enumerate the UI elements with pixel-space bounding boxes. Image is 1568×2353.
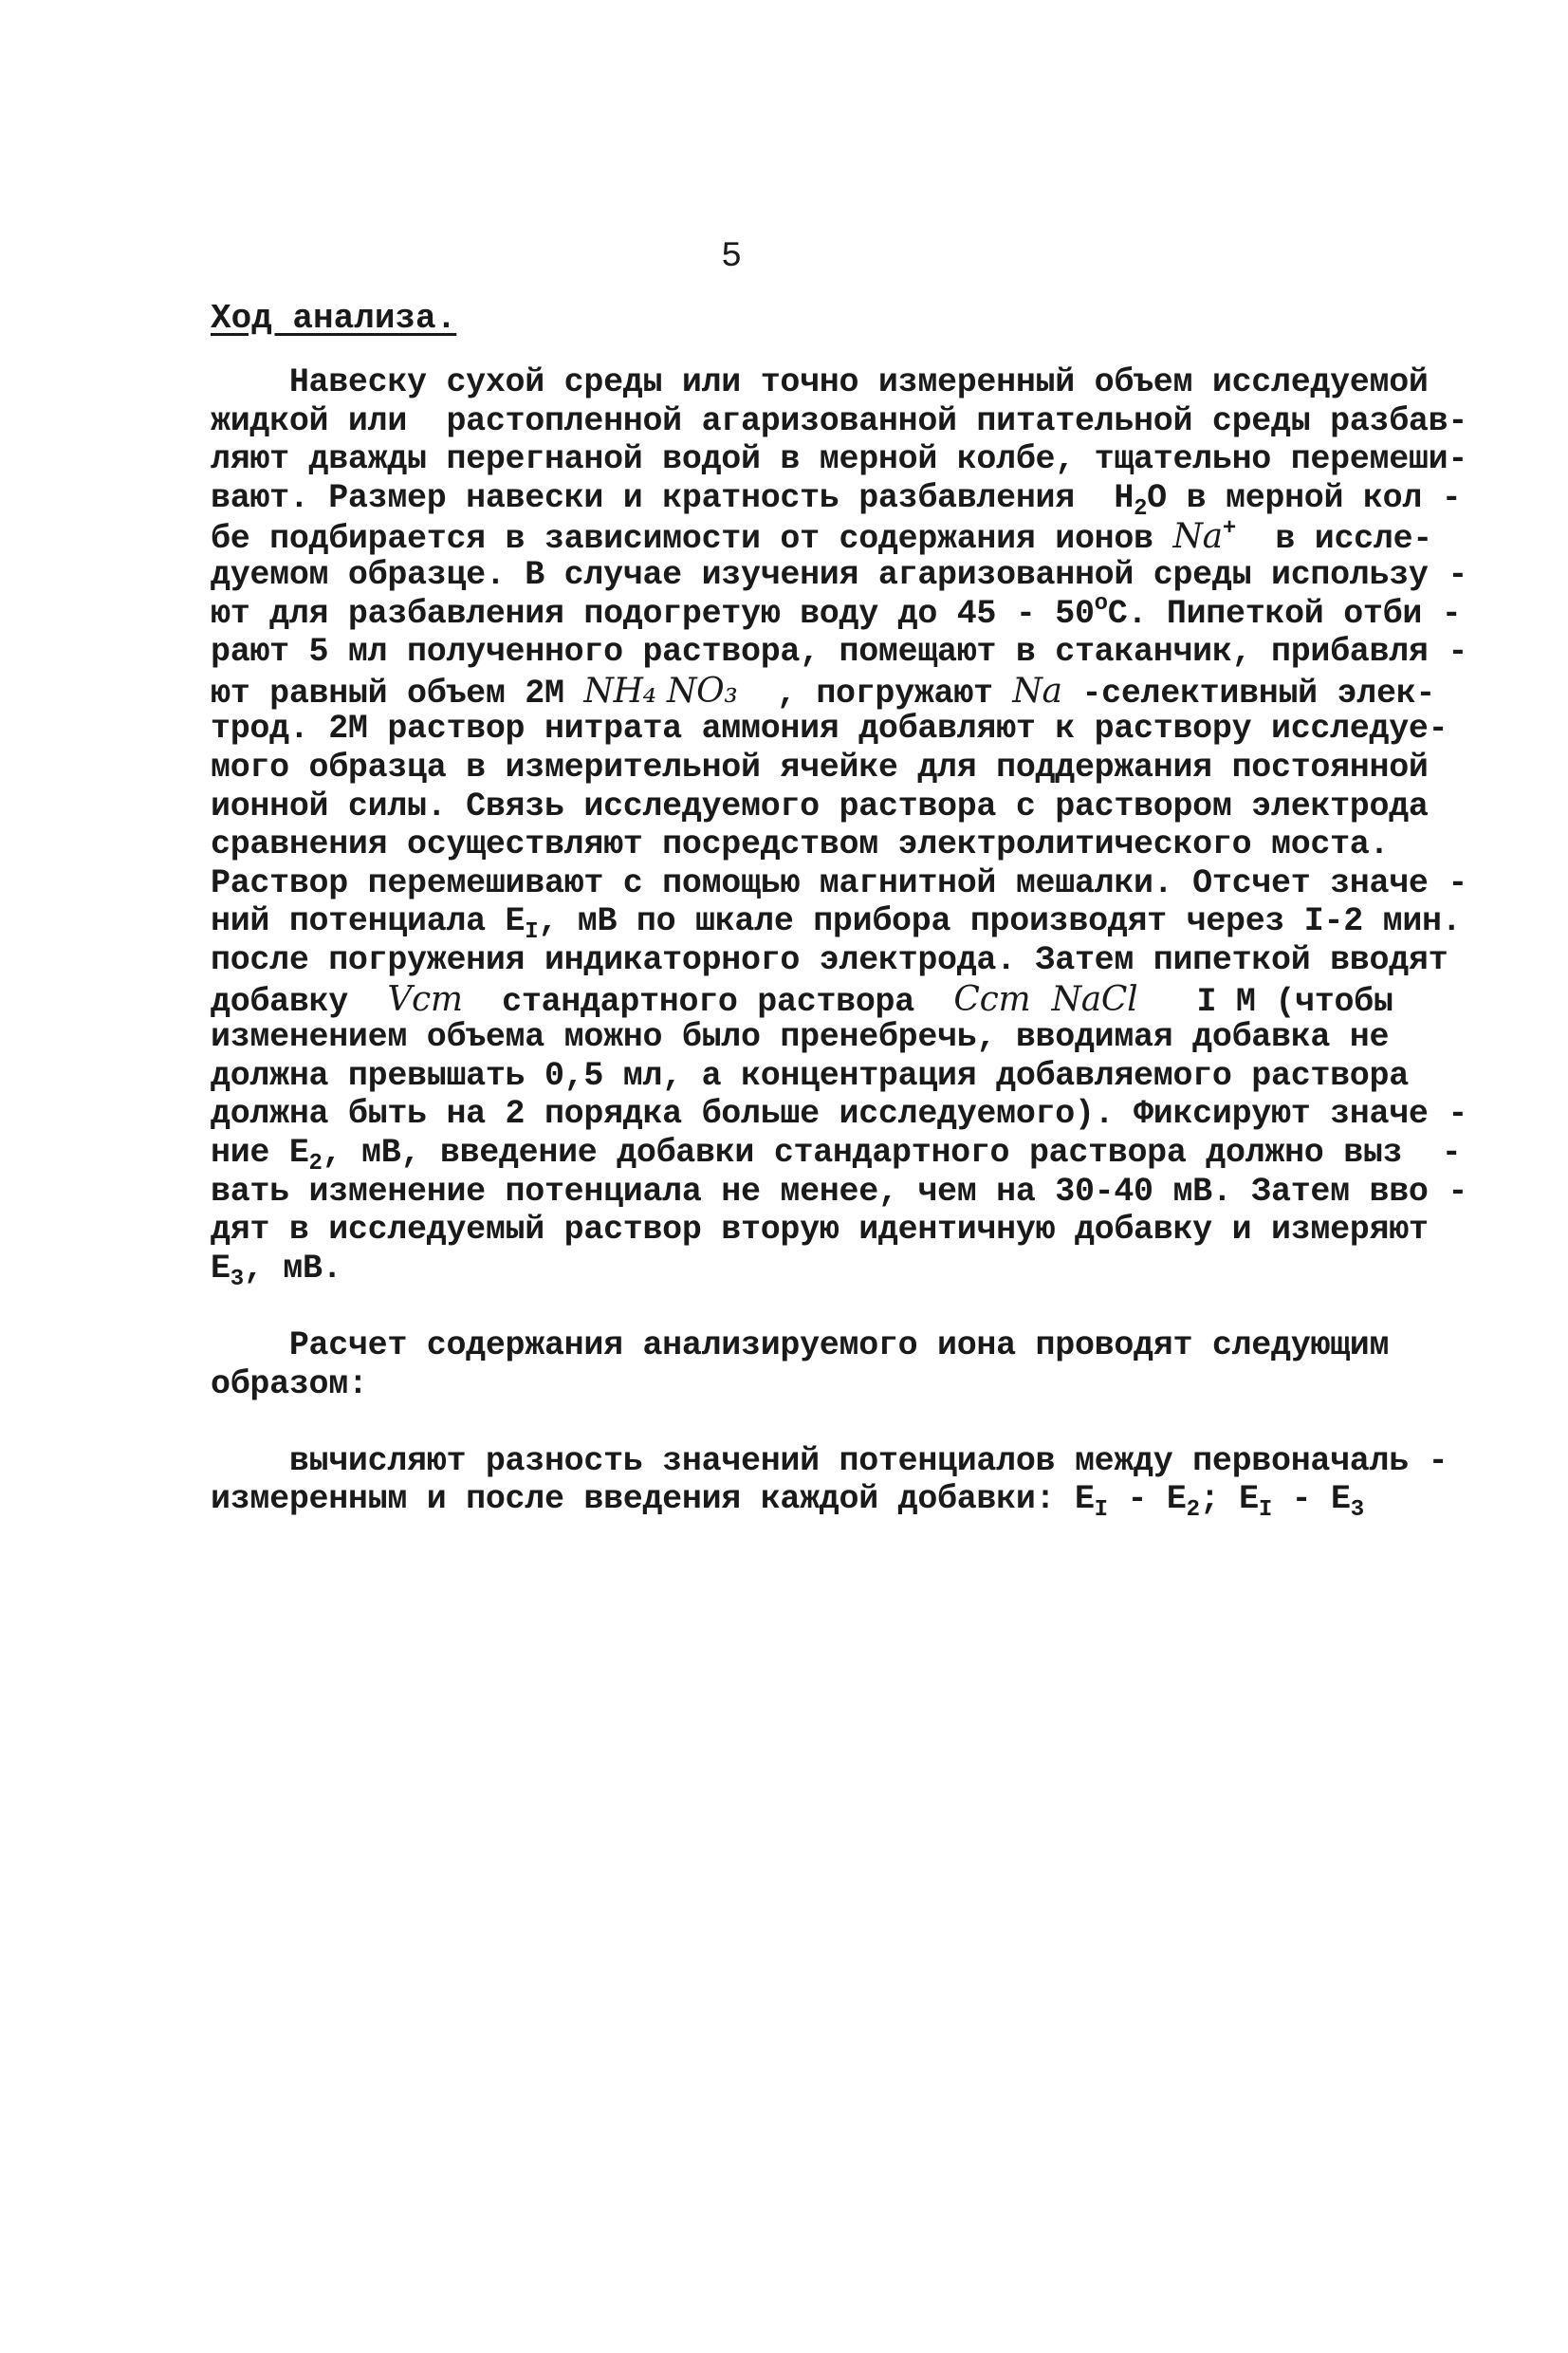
superscript: o	[1094, 590, 1108, 617]
superscript: +	[1222, 516, 1236, 543]
text-line: Расчет содержания анализируемого иона проводят следующим	[211, 1326, 1390, 1364]
text-line	[211, 517, 1432, 558]
subscript: I	[1258, 1497, 1272, 1524]
text-segment: , мВ, введение добавки стандартного раствора должно выз -	[322, 1134, 1462, 1172]
text-line	[211, 902, 1462, 946]
text-segment: измеренным и после введения каждой добавки: E	[211, 1480, 1095, 1519]
handwritten-insert: Na	[1172, 517, 1223, 557]
text-segment: , мВ по шкале прибора производят через I-2 мин.	[538, 902, 1462, 941]
text-line: рают 5 мл полученного раствора, помещают в стаканчик, прибавля -	[211, 633, 1468, 672]
handwritten-insert: Cст NaCl	[953, 979, 1138, 1019]
page-number: 5	[721, 237, 743, 277]
text-segment: - E	[1107, 1480, 1187, 1519]
text-segment: E	[211, 1249, 231, 1288]
text-line	[211, 1249, 342, 1292]
handwritten-insert: NH₄ NO₃	[583, 671, 738, 711]
text-segment: I М (чтобы	[1137, 982, 1393, 1021]
text-segment: , погружают	[737, 674, 1013, 713]
text-segment: , мВ.	[243, 1249, 342, 1288]
text-segment: O в мерной кол -	[1147, 478, 1462, 517]
text-segment: ; E	[1199, 1480, 1259, 1519]
text-line: должна быть на 2 порядка больше исследуемого). Фиксируют значе -	[211, 1095, 1468, 1134]
subscript: I	[1094, 1497, 1108, 1524]
text-line: ионной силы. Связь исследуемого раствора с раствором электрода	[211, 787, 1429, 825]
text-segment: добавку	[211, 982, 388, 1021]
text-segment: ют равный объем 2М	[211, 674, 584, 713]
subscript: 3	[1350, 1497, 1364, 1524]
text-segment: ние E	[211, 1134, 309, 1172]
text-line: трод. 2М раствор нитрата аммония добавляют к раствору исследуе-	[211, 710, 1448, 749]
text-segment: в иссле-	[1235, 520, 1432, 559]
text-line	[211, 1134, 1462, 1176]
subscript: 2	[1186, 1497, 1200, 1524]
text-segment: ют для разбавления подогретую воду до 45 - 50	[211, 594, 1095, 633]
section-heading: Ход анализа.	[211, 299, 457, 338]
text-line	[211, 1480, 1364, 1524]
text-line: образом:	[211, 1364, 368, 1403]
text-line: вычисляют разность значений потенциалов между первоначаль -	[211, 1441, 1448, 1480]
text-segment: -селективный элек-	[1061, 674, 1436, 713]
text-line	[211, 980, 1393, 1021]
text-line	[211, 478, 1462, 522]
text-line: Раствор перемешивают с помощью магнитной мешалки. Отсчет значе -	[211, 863, 1468, 902]
handwritten-insert: Na	[1012, 671, 1062, 711]
text-segment: - E	[1271, 1480, 1351, 1519]
text-line: должна превышать 0,5 мл, а концентрация добавляемого раствора	[211, 1056, 1409, 1095]
text-line	[211, 590, 1462, 633]
subscript: 2	[308, 1151, 323, 1176]
text-segment: бе подбирается в зависимости от содержания ионов	[211, 520, 1173, 559]
text-line: сравнения осуществляют посредством электролитического моста.	[211, 825, 1390, 864]
text-line: вать изменение потенциала не менее, чем на 30-40 мВ. Затем вво -	[211, 1172, 1468, 1211]
subscript: I	[525, 919, 539, 946]
text-line: дуемом образце. В случае изучения агаризованной среды использу -	[211, 556, 1468, 594]
text-line: изменением объема можно было пренебречь, вводимая добавка не	[211, 1018, 1390, 1057]
text-segment: ний потенциала E	[211, 902, 526, 941]
text-line: мого образца в измерительной ячейке для поддержания постоянной	[211, 749, 1429, 787]
subscript: 3	[230, 1266, 244, 1292]
text-segment: вают. Размер навески и кратность разбавления H	[211, 478, 1134, 517]
subscript: 2	[1134, 495, 1148, 522]
text-line: после погружения индикаторного электрода. Затем пипеткой вводят	[211, 941, 1448, 979]
text-line: дят в исследуемый раствор вторую идентичную добавку и измеряют	[211, 1211, 1429, 1250]
text-segment: стандартного раствора	[462, 982, 954, 1021]
text-line: ляют дважды перегнаной водой в мерной колбе, тщательно перемеши-	[211, 440, 1468, 479]
text-segment: C. Пипеткой отби -	[1107, 594, 1462, 633]
handwritten-insert: Vст	[387, 979, 463, 1019]
text-line: жидкой или растопленной агаризованной питательной среды разбав-	[211, 401, 1468, 440]
text-line	[211, 672, 1435, 713]
text-line: Навеску сухой среды или точно измеренный объем исследуемой	[211, 363, 1429, 401]
